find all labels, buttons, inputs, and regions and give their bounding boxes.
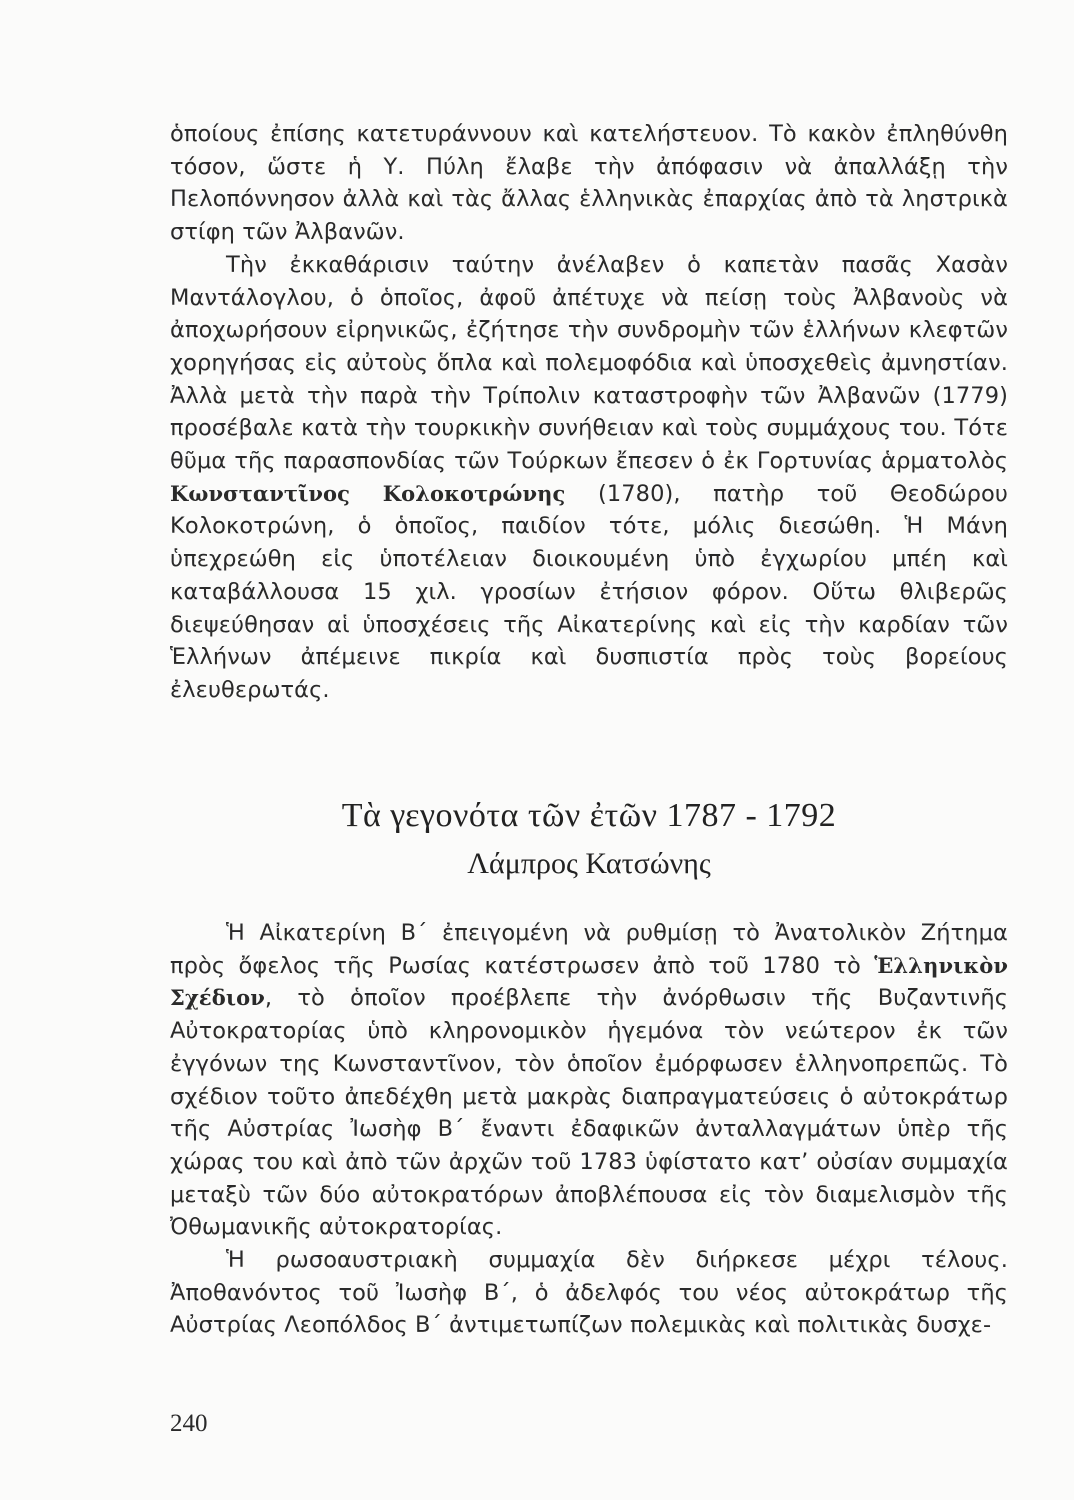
section-title: Τὰ γεγονότα τῶν ἐτῶν 1787 - 1792: [341, 797, 837, 834]
paragraph-2: [170, 249, 1008, 707]
section-subtitle: Λάμπρος Κατσώνης: [467, 847, 711, 880]
text-block-top: [170, 118, 1008, 707]
paragraph-3: [170, 917, 1008, 1244]
name-kolokotronis: Κωνσταντῖνος Κολοκοτρώνης: [170, 480, 566, 506]
paragraph-2-text-b: (1780), πατὴρ τοῦ Θεοδώρου Κολοκοτρώνη, ὁ ὁποῖος, παιδίον τότε, μόλις διεσώθη. Ἡ Μάνη ὑπεχρεώθη εἰς ὑποτέλειαν διοικουμένη ὑπὸ ἐγχωρίου μπέη καὶ καταβάλλουσα 15 χιλ. γροσίων ἐτήσιον φόρον. Οὕτω θλιβερῶς διεψεύθησαν αἱ ὑποσχέσεις τῆς Αἰκατερίνης καὶ εἰς τὴν καρδίαν τῶν Ἑλλήνων ἀπέμεινε πικρία καὶ δυσπιστία πρὸς τοὺς βορείους ἐλευθερωτάς.: [170, 480, 1008, 703]
text-block-bottom: [170, 917, 1008, 1342]
paragraph-3-text-b: , τὸ ὁποῖον προέβλεπε τὴν ἀνόρθωσιν τῆς Βυζαντινῆς Αὐτοκρατορίας ὑπὸ κληρονομικὸν ἡγεμόνα τὸν νεώτερον ἐκ τῶν ἐγγόνων της Κωνσταντῖνον, τὸν ὁποῖον ἐμόρφωσεν ἑλληνοπρεπῶς. Τὸ σχέδιον τοῦτο ἀπεδέχθη μετὰ μακρὰς διαπραγματεύσεις ὁ αὐτοκράτωρ τῆς Αὐστρίας Ἰωσὴφ Β΄ ἔναντι ἐδαφικῶν ἀνταλλαγμάτων ὑπὲρ τῆς χώρας του καὶ ἀπὸ τῶν ἀρχῶν τοῦ 1783 ὑφίστατο κατ’ οὐσίαν συμμαχία μεταξὺ τῶν δύο αὐτοκρατόρων ἀποβλέπουσα εἰς τὸν διαμελισμὸν τῆς Ὀθωμανικῆς αὐτοκρατορίας.: [170, 985, 1008, 1241]
paragraph-4: Ἡ ρωσοαυστριακὴ συμμαχία δὲν διήρκεσε μέχρι τέλους. Ἀποθανόντος τοῦ Ἰωσὴφ Β΄, ὁ ἀδελφός του νέος αὐτοκράτωρ τῆς Αὐστρίας Λεοπόλδος Β΄ ἀντιμετωπίζων πολεμικὰς καὶ πολιτικὰς δυσχε-: [170, 1247, 1008, 1339]
page-number: 240: [170, 1410, 208, 1437]
paragraph-3-text-a: Ἡ Αἰκατερίνη Β΄ ἐπειγομένη νὰ ρυθμίσῃ τὸ Ἀνατολικὸν Ζήτημα πρὸς ὄφελος τῆς Ρωσίας κατέστρωσεν ἀπὸ τοῦ 1780 τὸ: [170, 920, 1008, 979]
paragraph-2-text-a: Τὴν ἐκκαθάρισιν ταύτην ἀνέλαβεν ὁ καπετὰν πασᾶς Χασὰν Μαντάλογλου, ὁ ὁποῖος, ἀφοῦ ἀπέτυχε νὰ πείσῃ τοὺς Ἀλβανοὺς νὰ ἀποχωρήσουν εἰρηνικῶς, ἐζήτησε τὴν συνδρομὴν τῶν ἑλλήνων κλεφτῶν χορηγήσας εἰς αὐτοὺς ὅπλα καὶ πολεμοφόδια καὶ ὑποσχεθεὶς ἀμνηστίαν. Ἀλλὰ μετὰ τὴν παρὰ τὴν Τρίπολιν καταστροφὴν τῶν Ἀλβανῶν (1779) προσέβαλε κατὰ τὴν τουρκικὴν συνήθειαν καὶ τοὺς συμμάχους του. Τότε θῦμα τῆς παρασπονδίας τῶν Τούρκων ἔπεσεν ὁ ἐκ Γορτυνίας ἁρματολὸς: [170, 251, 1008, 475]
paragraph-1: ὁποίους ἐπίσης κατετυράννουν καὶ κατελήστευον. Τὸ κακὸν ἐπληθύνθη τόσον, ὥστε ἡ Υ. Πύλη ἔλαβε τὴν ἀπόφασιν νὰ ἀπαλλάξῃ τὴν Πελοπόννησον ἀλλὰ καὶ τὰς ἄλλας ἑλληνικὰς ἐπαρχίας ἀπὸ τὰ ληστρικὰ στίφη τῶν Ἀλβανῶν.: [170, 121, 1008, 246]
greek-plan-term: Ἑλληνικὸν Σχέδιον: [170, 952, 1008, 1011]
